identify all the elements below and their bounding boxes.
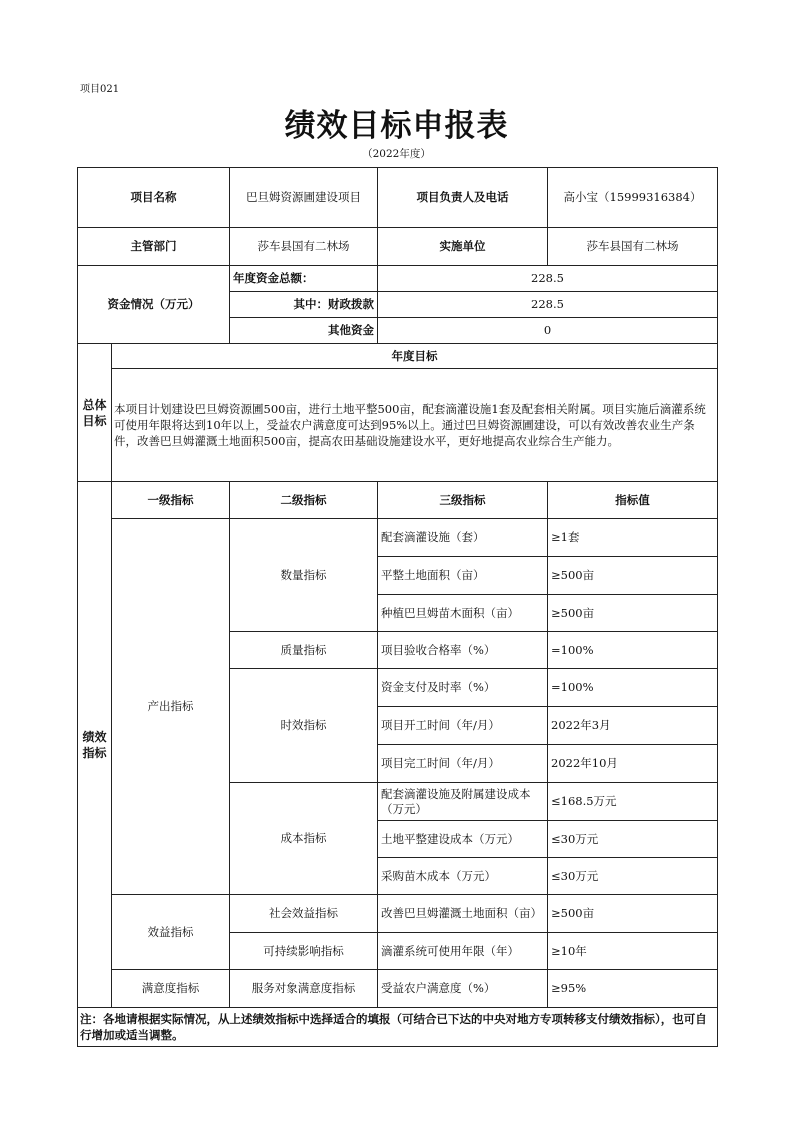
row-annual-goal-text [78,369,718,482]
level2-service-satisfaction: 服务对象满意度指标 [230,970,378,1008]
indicator-value: ≥500亩 [548,557,718,595]
level2-timeliness: 时效指标 [230,669,378,783]
annual-goal-header: 年度目标 [112,344,718,369]
report-year: （2022年度） [362,148,431,160]
funds-total-value: 228.5 [378,266,718,292]
footnote: 注：各地请根据实际情况，从上述绩效指标中选择适合的填报（可结合已下达的中央对地方专项转移支付绩效指标），也可自行增加或适当调整。 [78,1008,718,1047]
overall-goal-label: 总体目标 [78,344,112,482]
indicator-value: 2022年3月 [548,707,718,745]
level3-name: 采购苗木成本（万元） [378,858,548,895]
level3-name: 项目完工时间（年/月） [378,745,548,783]
project-name-label: 项目名称 [78,168,230,228]
indicator-value: ≤30万元 [548,821,718,858]
funds-label: 资金情况（万元） [78,266,230,344]
level2-quantity: 数量指标 [230,519,378,632]
funds-fiscal-label: 其中：财政拨款 [230,292,378,318]
header-level3: 三级指标 [378,482,548,519]
level1-satisfaction: 满意度指标 [112,970,230,1008]
performance-goal-table [77,167,718,1047]
level3-name: 受益农户满意度（%） [378,970,548,1008]
implementer-value: 莎车县国有二林场 [548,228,718,266]
level2-sustainable: 可持续影响指标 [230,933,378,970]
annual-goal-text: 本项目计划建设巴旦姆资源圃500亩，进行土地平整500亩，配套滴灌设施1套及配套相关附属。项目实施后滴灌系统可使用年限将达到10年以上，受益农户满意度可达到95%以上。通过巴旦姆资源圃建设，可以有效改善农业生产条件，改善巴旦姆灌溉土地面积500亩，提高农田基础设施建设水平，更好地提高农业综合生产能力。 [112,369,718,482]
implementer-label: 实施单位 [378,228,548,266]
level3-name: 项目验收合格率（%） [378,632,548,669]
indicator-value: ≥95% [548,970,718,1008]
level3-name: 资金支付及时率（%） [378,669,548,707]
level2-social: 社会效益指标 [230,895,378,933]
indicators-label: 绩效指标 [78,482,112,1008]
indicator-value: ≤168.5万元 [548,783,718,821]
level3-name: 种植巴旦姆苗木面积（亩） [378,595,548,632]
indicator-value: ≥10年 [548,933,718,970]
indicator-value: ≥1套 [548,519,718,557]
indicator-value: =100% [548,669,718,707]
level3-name: 滴灌系统可使用年限（年） [378,933,548,970]
funds-other-label: 其他资金 [230,318,378,344]
level3-name: 项目开工时间（年/月） [378,707,548,745]
manager-label: 项目负责人及电话 [378,168,548,228]
level2-cost: 成本指标 [230,783,378,895]
department-value: 莎车县国有二林场 [230,228,378,266]
indicator-value: ≤30万元 [548,858,718,895]
indicator-row [78,895,718,933]
header-level1: 一级指标 [112,482,230,519]
manager-value: 高小宝（15999316384） [548,168,718,228]
row-annual-goal-header [78,344,718,369]
indicator-row [78,519,718,557]
level3-name: 配套滴灌设施（套） [378,519,548,557]
funds-total-label: 年度资金总额： [230,266,378,292]
note-row [78,1008,718,1047]
level3-name: 平整土地面积（亩） [378,557,548,595]
header-level2: 二级指标 [230,482,378,519]
project-name-value: 巴旦姆资源圃建设项目 [230,168,378,228]
row-funds-total [78,266,718,292]
level3-name: 配套滴灌设施及附属建设成本（万元） [378,783,548,821]
level1-output: 产出指标 [112,519,230,895]
level3-name: 改善巴旦姆灌溉土地面积（亩） [378,895,548,933]
indicator-value: ≥500亩 [548,595,718,632]
header-value: 指标值 [548,482,718,519]
indicator-value: 2022年10月 [548,745,718,783]
row-project-name [78,168,718,228]
level1-benefit: 效益指标 [112,895,230,970]
level3-name: 土地平整建设成本（万元） [378,821,548,858]
funds-other-value: 0 [378,318,718,344]
indicator-row [78,970,718,1008]
row-department [78,228,718,266]
page-title: 绩效目标申报表 [284,108,509,144]
indicator-header-row [78,482,718,519]
indicator-value: =100% [548,632,718,669]
department-label: 主管部门 [78,228,230,266]
project-code: 项目021 [80,84,120,95]
indicator-value: ≥500亩 [548,895,718,933]
funds-fiscal-value: 228.5 [378,292,718,318]
level2-quality: 质量指标 [230,632,378,669]
